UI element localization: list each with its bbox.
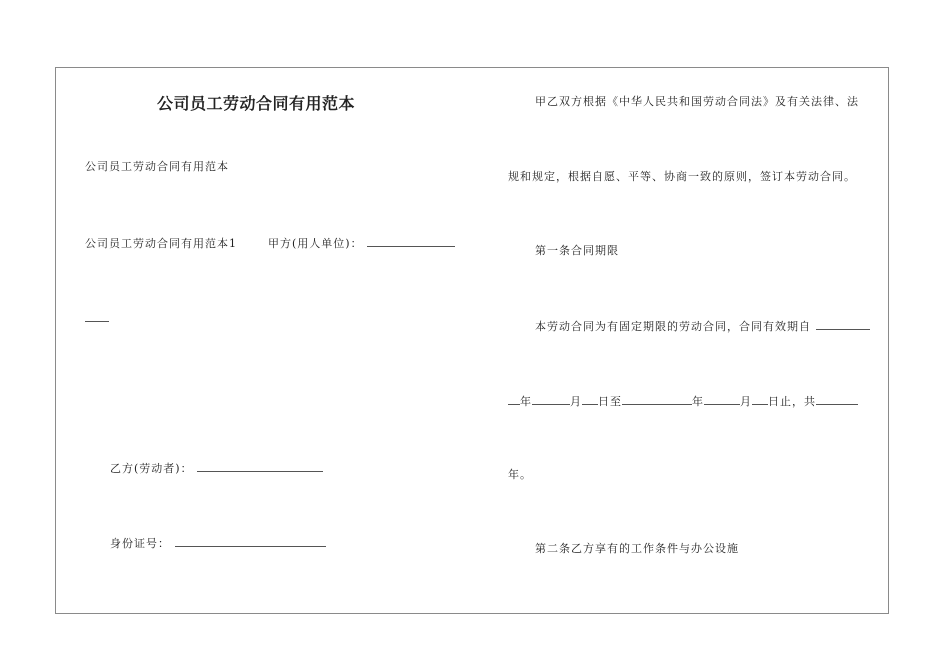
- term-years-suffix: 年。: [508, 468, 532, 481]
- term-year2-label: 年: [692, 395, 704, 408]
- id-label: 身份证号：: [110, 537, 170, 550]
- party-a-label: 甲方(用人单位)：: [268, 237, 363, 250]
- preamble-line-2: 规和规定，根据自愿、平等、协商一致的原则，签订本劳动合同。: [508, 170, 856, 183]
- contract-term-line: [508, 393, 858, 409]
- start-year-blank-cont: [508, 393, 520, 405]
- preamble-line-1: 甲乙双方根据《中华人民共和国劳动合同法》及有关法律、法: [535, 95, 859, 108]
- party-a-blank: [367, 235, 455, 247]
- party-b-line: [110, 460, 323, 476]
- term-month-label: 月: [570, 395, 582, 408]
- id-line: [110, 535, 326, 551]
- term-year-label: 年: [520, 395, 532, 408]
- end-year-blank: [622, 393, 692, 405]
- term-day-end-label: 日止，共: [768, 395, 816, 408]
- start-day-blank: [582, 393, 598, 405]
- party-a-blank-continued: [85, 310, 109, 322]
- document-title: 公司员工劳动合同有用范本: [157, 94, 356, 113]
- total-years-blank: [816, 393, 858, 405]
- start-year-blank: [816, 318, 870, 330]
- template-name: 公司员工劳动合同有用范本1: [85, 237, 237, 250]
- id-blank: [175, 535, 326, 547]
- end-day-blank: [752, 393, 768, 405]
- article-1-line-1: [535, 318, 870, 334]
- term-month2-label: 月: [740, 395, 752, 408]
- term-day-to-label: 日至: [598, 395, 622, 408]
- document-border: [55, 67, 889, 614]
- party-b-label: 乙方(劳动者)：: [110, 462, 193, 475]
- article-2-title: 第二条乙方享有的工作条件与办公设施: [535, 542, 739, 555]
- start-month-blank: [532, 393, 570, 405]
- end-month-blank: [704, 393, 740, 405]
- article-1-title: 第一条合同期限: [535, 244, 619, 257]
- party-b-blank: [197, 460, 323, 472]
- template-line: [85, 235, 455, 251]
- document-subtitle: 公司员工劳动合同有用范本: [85, 160, 229, 173]
- article-1-text: 本劳动合同为有固定期限的劳动合同，合同有效期自: [535, 320, 811, 333]
